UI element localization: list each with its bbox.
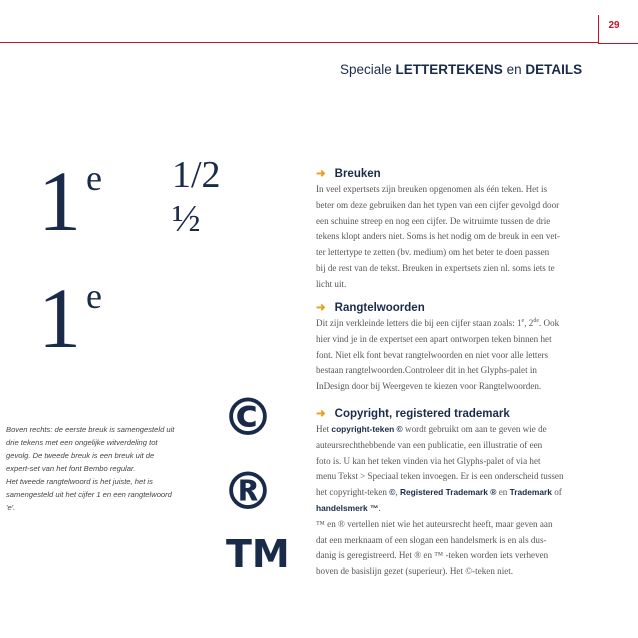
body-line: auteursrechthebbende van een publicatie, een illustratie of een bbox=[316, 439, 543, 450]
bold-term: © bbox=[389, 487, 396, 498]
title-bold-2: DETAILS bbox=[525, 62, 583, 77]
section-body-breuken bbox=[316, 182, 606, 293]
arrow-right-icon: ➜ bbox=[316, 408, 326, 420]
section-body-copyright bbox=[316, 422, 606, 580]
text-run: Het bbox=[316, 424, 332, 434]
body-line: bij de rest van de tekst. Breuken in expertsets zien nl. soms iets te bbox=[316, 262, 555, 273]
text-run: of bbox=[551, 487, 562, 498]
body-line: danig is geregistreerd. Het ® en ™ -teken worden iets verheven bbox=[316, 550, 549, 561]
title-bold-1: LETTERTEKENS bbox=[395, 62, 503, 77]
superscript: e bbox=[521, 317, 525, 324]
body-line: ™ en ® vertellen niet wie het auteursrecht heeft, maar geven aan bbox=[316, 518, 553, 529]
body-line bbox=[316, 316, 606, 332]
ordinal-example-2-digit: 1 bbox=[38, 270, 81, 366]
body-line: menu Tekst > Speciaal teken invoegen. Er is een onderscheid tussen bbox=[316, 471, 564, 482]
section-copyright bbox=[316, 406, 606, 580]
section-heading-rangtelwoorden bbox=[316, 300, 606, 314]
text-run: , bbox=[395, 487, 400, 498]
title-mid: en bbox=[502, 62, 526, 77]
arrow-right-icon: ➜ bbox=[316, 302, 326, 314]
body-line: licht uit. bbox=[316, 278, 347, 289]
bold-term: handelsmerk ™ bbox=[316, 502, 379, 513]
section-heading-breuken bbox=[316, 166, 606, 180]
body-line: tekens klopt anders niet. Soms is het nodig om de breuk in een vet- bbox=[316, 231, 560, 242]
bold-term: copyright-teken © bbox=[331, 424, 403, 434]
ordinal-example-2-suffix: e bbox=[86, 276, 102, 316]
superscript: de bbox=[533, 317, 539, 324]
body-line bbox=[316, 422, 606, 438]
page-title bbox=[340, 62, 582, 77]
figure-caption bbox=[6, 423, 176, 514]
section-rangtelwoorden bbox=[316, 300, 606, 395]
body-line: foto is. U kan het teken vinden via het Glyphs-palet of via het bbox=[316, 455, 541, 466]
registered-symbol: ® bbox=[222, 462, 274, 522]
body-line: dat een merknaam of een slogan een handelsmerk is en als dus- bbox=[316, 534, 547, 545]
body-line: font. Niet elk font bevat rangtelwoorden en niet voor alle letters bbox=[316, 349, 549, 360]
heading-text: Breuken bbox=[334, 168, 381, 180]
section-heading-copyright bbox=[316, 406, 606, 420]
header-rule bbox=[0, 42, 598, 43]
arrow-right-icon: ➜ bbox=[316, 168, 326, 180]
trademark-symbol: TM bbox=[226, 532, 290, 576]
body-line: hier vind je in de expertset een apart ontworpen teken binnen het bbox=[316, 333, 552, 344]
section-breuken bbox=[316, 166, 606, 293]
body-line: InDesign door bij Weergeven te kiezen voor Rangtelwoorden. bbox=[316, 381, 542, 392]
body-line bbox=[316, 485, 606, 501]
fraction-glyph-example: ½ bbox=[172, 198, 201, 240]
body-line: een schuine streep en nog een cijfer. De witruimte tussen de drie bbox=[316, 215, 551, 226]
body-line bbox=[316, 501, 606, 517]
caption-paragraph-1: Boven rechts: de eerste breuk is samengesteld uit drie tekens met een ongelijke witverdeling tot gevolg. De tweede breuk is een breuk uit de expert-set van het font Bembo regular. bbox=[6, 425, 175, 473]
text-run: , 2 bbox=[524, 318, 534, 328]
body-line: In veel expertsets zijn breuken opgenomen als één teken. Het is bbox=[316, 184, 548, 194]
text-run: wordt gebruikt om aan te geven wie de bbox=[402, 424, 547, 434]
text-run: . Ook bbox=[538, 318, 560, 328]
body-line: beter om deze gebruiken dan het typen van een cijfer gevolgd door bbox=[316, 199, 560, 210]
copyright-symbol: © bbox=[222, 388, 274, 448]
bold-term: Trademark bbox=[509, 487, 552, 498]
text-run: . bbox=[378, 502, 381, 513]
page-number: 29 bbox=[608, 20, 620, 31]
ordinal-example-1-digit: 1 bbox=[38, 153, 81, 249]
title-pre: Speciale bbox=[340, 62, 396, 77]
text-run: het copyright-teken bbox=[316, 487, 390, 498]
heading-text: Copyright, registered trademark bbox=[334, 408, 510, 420]
body-line: boven de basislijn gezet (superieur). Het ©-teken niet. bbox=[316, 566, 514, 577]
ordinal-example-1-suffix: e bbox=[86, 158, 102, 198]
fraction-typed-example: 1/2 bbox=[172, 154, 221, 196]
bold-term: Registered Trademark ® bbox=[399, 487, 497, 498]
section-body-rangtelwoorden bbox=[316, 316, 606, 395]
text-run: en bbox=[496, 487, 510, 498]
text-run: Dit zijn verkleinde letters die bij een cijfer staan zoals: 1 bbox=[316, 318, 522, 328]
caption-paragraph-2: Het tweede rangtelwoord is het juiste, het is samengesteld uit het cijfer 1 en een rangtelwoord 'e'. bbox=[6, 477, 172, 512]
body-line: ter lettertype te zetten (bv. medium) om het beter te doen passen bbox=[316, 247, 550, 258]
body-line: bestaan rangtelwoorden.Controleer dit in het Glyphs-palet in bbox=[316, 365, 537, 376]
heading-text: Rangtelwoorden bbox=[334, 302, 425, 314]
